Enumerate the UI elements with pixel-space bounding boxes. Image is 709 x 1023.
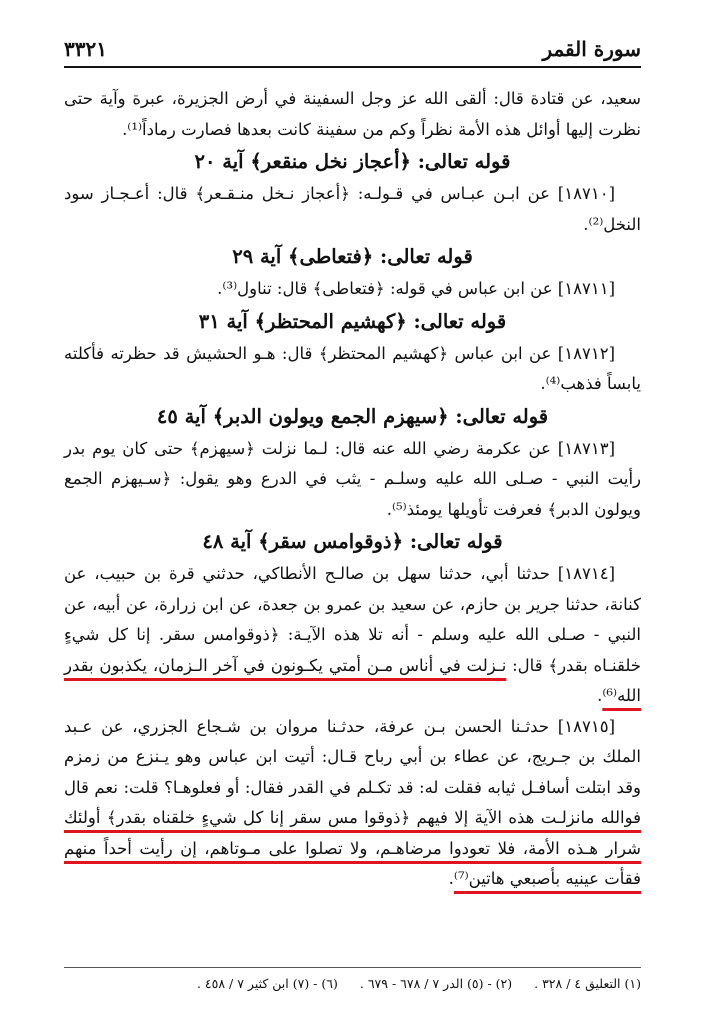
highlighted-passage-2: فوالله مانزلـت هذه الآية إلا فيهم ﴿ذوقوا مس سقر إنا كل شيءٍ خلقناه بقدر﴾ أولئك شرار هـذه الأمة، فلا تعودوا مرضاهـم، ولا تصلوا على مـوتاهم، إن رأيت أحداً منهم فقأت عينيه بأصبعي هاتين⁽⁷⁾ bbox=[64, 808, 641, 888]
narration-18714-end: . bbox=[597, 686, 603, 705]
page-header bbox=[64, 30, 641, 68]
footnotes bbox=[64, 976, 641, 991]
footnote-1: (١) التعليق ٤ / ٣٢٨ . bbox=[534, 976, 641, 991]
footnote-6-7: (٦) - (٧) ابن كثير ٧ / ٤٥٨ . bbox=[196, 976, 338, 991]
surah-title: سورة القمر bbox=[542, 37, 641, 61]
verse-heading-29: قوله تعالى: ﴿فتعاطى﴾ آية ٢٩ bbox=[232, 245, 473, 268]
narration-18713: [١٨٧١٣] عن عكرمة رضي الله عنه قال: لـما نزلت ﴿سيهزم﴾ حتى كان يوم بدر رأيت النبي - صـلى الله عليه وسلـم - يثب في الدرع وهو يقول: ﴿سـيهزم الجمع ويولون الدبر﴾ فعرفت تأويلها يومئذ⁽⁵⁾. bbox=[64, 438, 641, 519]
page-body bbox=[64, 84, 641, 895]
footnote-2-5: (٢) - (٥) الدر ٧ / ٦٧٨ - ٦٧٩ . bbox=[359, 976, 513, 991]
narration-18715 bbox=[64, 712, 641, 895]
verse-heading-48: قوله تعالى: ﴿ذوقوامس سقر﴾ آية ٤٨ bbox=[202, 530, 503, 553]
narration-18710: [١٨٧١٠] عن ابـن عبـاس في قـولـه: ﴿أعجاز نـخل منـقـعر﴾ قال: أعـجـاز سود النخل⁽²⁾. bbox=[64, 184, 641, 234]
narration-18712: [١٨٧١٢] عن ابن عباس ﴿كهشيم المحتظر﴾ قال: هـو الحشيش قد حظرته فأكلته يابساً فذهب⁽⁴⁾. bbox=[64, 343, 641, 393]
footnote-divider bbox=[64, 967, 641, 968]
intro-paragraph: سعيد، عن قتادة قال: ألقى الله عز وجل السفينة في أرض الجزيرة، عبرة وآية حتى نظرت إليها أوائل هذه الأمة نظراً وكم من سفينة كانت بعدها فصارت رماداً⁽¹⁾. bbox=[64, 89, 641, 139]
verse-heading-31: قوله تعالى: ﴿كهشيم المحتظر﴾ آية ٣١ bbox=[198, 309, 507, 333]
page-number: ٣٣٢١ bbox=[64, 37, 107, 61]
narration-18714 bbox=[64, 559, 641, 712]
narration-18715-text: [١٨٧١٥] حدثـنا الحسن بـن عرفة، حدثـنا مروان بن شـجاع الجزري، عن عـبد الملك بن جـريج، عن عطاء بن أبي رباح قـال: أتيت ابن عباس وهو يـنزع من زمزم وقد ابتلت أسافـل ثيابه فقلت له: قد تكـلم في القدر فقال: أو فعلوهـا؟ قلت: نعم قال bbox=[64, 716, 641, 797]
narration-18711: [١٨٧١١] عن ابن عباس في قوله: ﴿فتعاطى﴾ قال: تناول⁽³⁾. bbox=[217, 279, 615, 298]
verse-heading-45: قوله تعالى: ﴿سيهزم الجمع ويولون الدبر﴾ آية ٤٥ bbox=[156, 404, 549, 428]
highlighted-passage-1: نـزلت في أناس مـن أمتي يكـونون في آخر الـزمان، يكذبون بقدر الله⁽⁶⁾ bbox=[64, 655, 641, 705]
narration-18715-end: . bbox=[448, 869, 454, 888]
verse-heading-20: قوله تعالى: ﴿أعجاز نخل منقعر﴾ آية ٢٠ bbox=[194, 150, 511, 173]
narration-18714-text: [١٨٧١٤] حدثنا أبي، حدثنا سهل بن صالـح الأنطاكي، حدثني قرة بن حبيب، عن كنانة، حدثنا جرير بن حازم، عن سعيد بن عمرو بن جعدة، عن ابن زرارة، عن أبيه، عن النبي - صـلى الله عليه وسلم - أنه تلا هذه الآيـة: ﴿ذوقوامس سقر. إنا كل شيءٍ خلقنـاه بقدر﴾ قال: bbox=[64, 564, 641, 675]
